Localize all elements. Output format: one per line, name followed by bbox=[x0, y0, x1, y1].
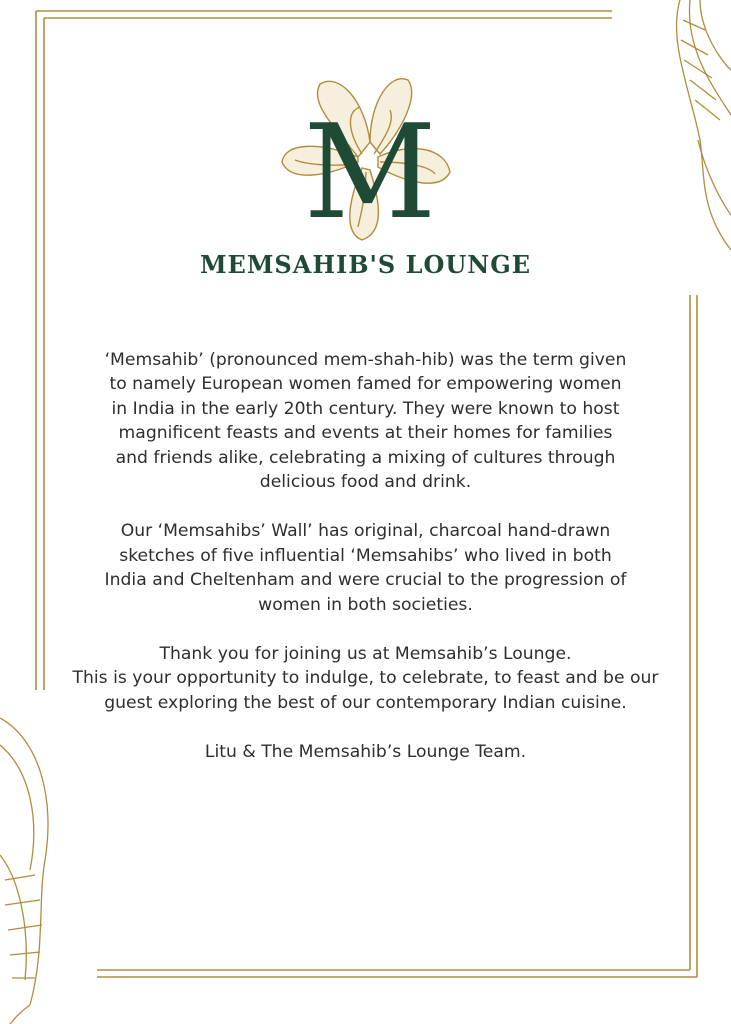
text-line: magnificent feasts and events at their homes for families bbox=[118, 423, 613, 444]
paragraph-history bbox=[40, 348, 691, 494]
text-line: sketches of five influential ‘Memsahibs’ who lived in both bbox=[119, 545, 612, 566]
brand-name: MEMSAHIB'S LOUNGE bbox=[199, 250, 532, 279]
paragraph-wall bbox=[40, 519, 691, 617]
text-line: and friends alike, celebrating a mixing of cultures through bbox=[115, 447, 616, 468]
brand-monogram: M bbox=[303, 96, 437, 248]
text-line: guest exploring the best of our contemporary Indian cuisine. bbox=[104, 692, 627, 713]
paragraph-welcome bbox=[40, 642, 691, 715]
leaf-top-right-icon bbox=[677, 0, 731, 250]
text-line: Our ‘Memsahibs’ Wall’ has original, charcoal hand-drawn bbox=[120, 521, 611, 542]
text-line: ‘Memsahib’ (pronounced mem-shah-hib) was the term given bbox=[104, 350, 627, 370]
text-line: delicious food and drink. bbox=[259, 472, 472, 493]
text-line: to namely European women famed for empowering women bbox=[109, 374, 622, 395]
text-line: India and Cheltenham and were crucial to the progression of bbox=[104, 570, 627, 591]
intro-text bbox=[40, 348, 691, 765]
text-line: women in both societies. bbox=[258, 594, 473, 615]
text-line: Thank you for joining us at Memsahib’s Lounge. bbox=[159, 644, 572, 665]
text-line: in India in the early 20th century. They were known to host bbox=[111, 398, 620, 419]
text-line: This is your opportunity to indulge, to celebrate, to feast and be our bbox=[72, 668, 659, 689]
signature: Litu & The Memsahib’s Lounge Team. bbox=[204, 742, 527, 763]
brand-logo bbox=[270, 62, 470, 252]
